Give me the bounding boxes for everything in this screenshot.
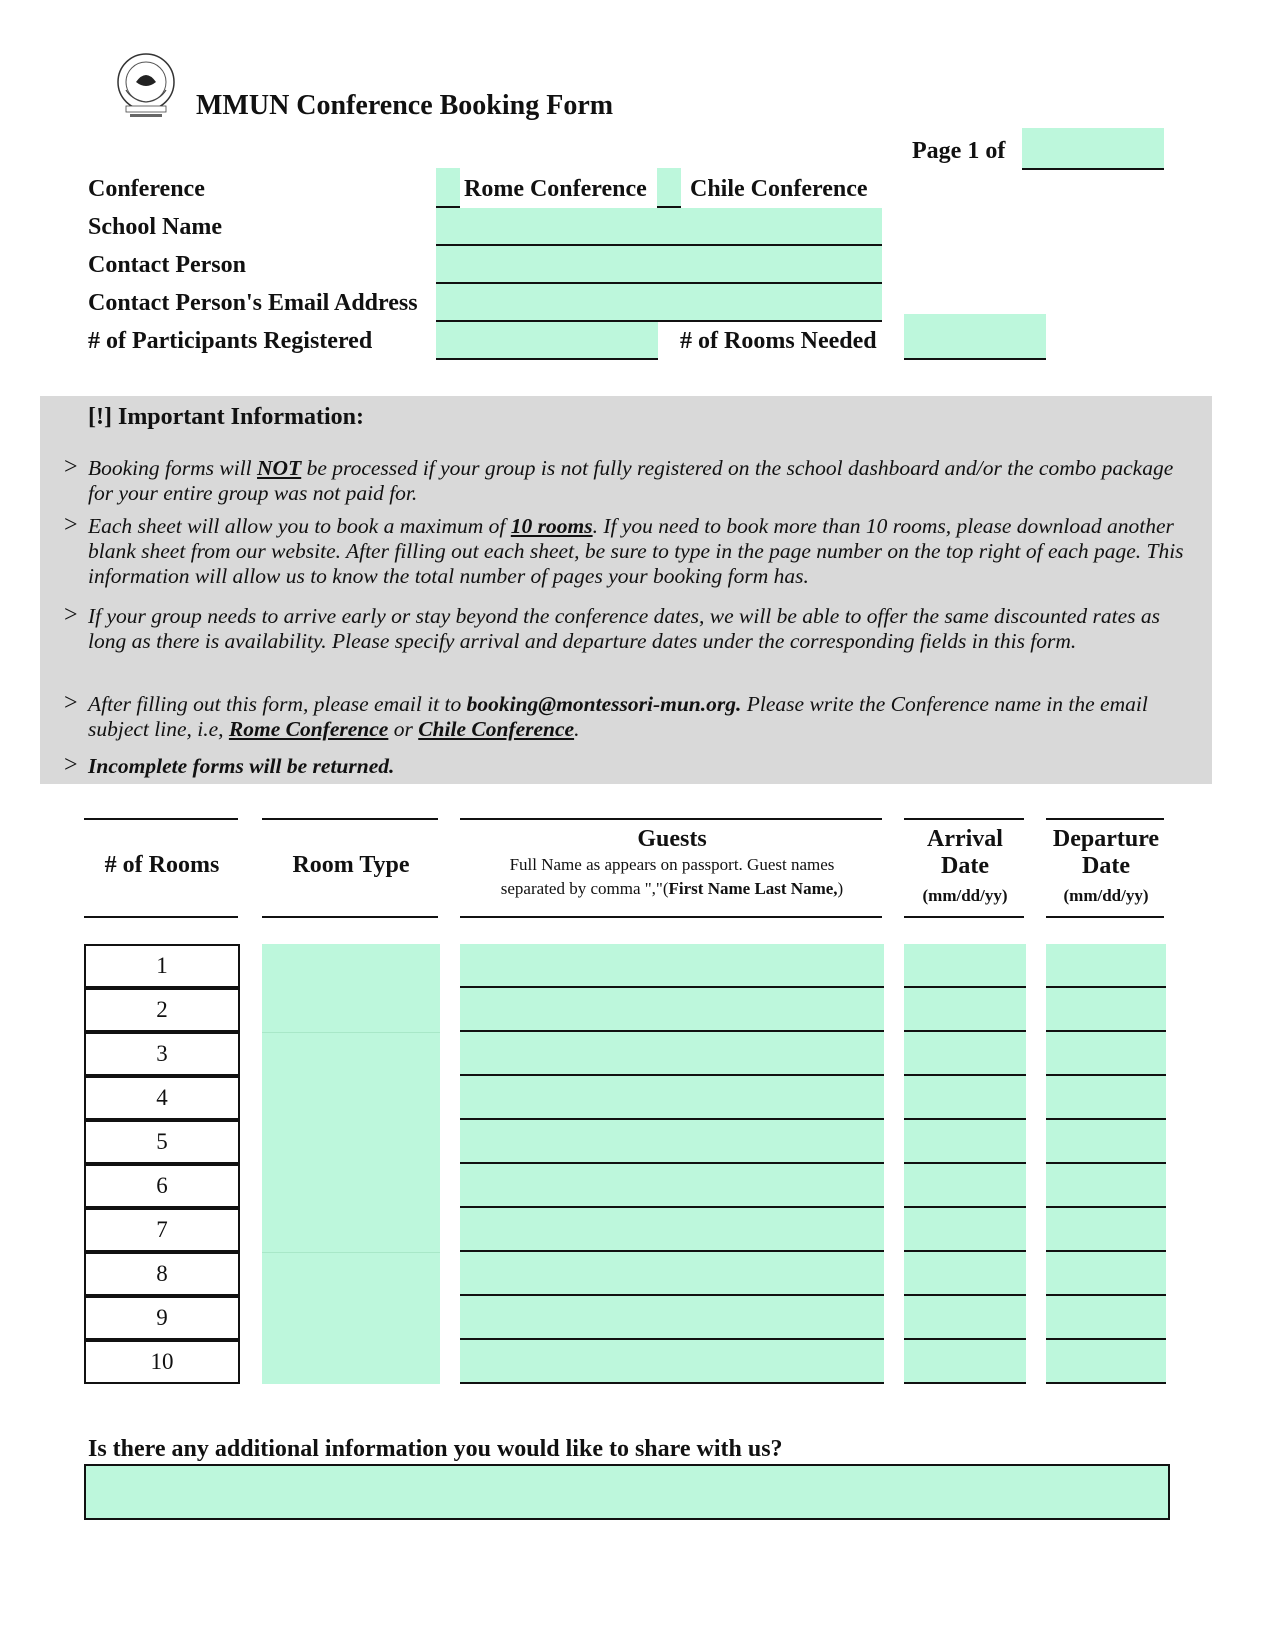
guests-title: Guests xyxy=(637,826,707,852)
header-rule xyxy=(84,916,238,918)
arrival-date-field[interactable] xyxy=(904,1032,1026,1076)
departure-date-field[interactable] xyxy=(1046,1208,1166,1252)
departure-date-field[interactable] xyxy=(1046,1252,1166,1296)
additional-info-question: Is there any additional information you would like to share with us? xyxy=(88,1436,783,1462)
participants-field[interactable] xyxy=(436,322,658,360)
mmun-logo xyxy=(112,52,180,120)
school-name-label: School Name xyxy=(88,214,222,240)
arrival-date-field[interactable] xyxy=(904,944,1026,988)
chile-option-label: Chile Conference xyxy=(690,176,868,202)
room-number-cell: 2 xyxy=(84,988,240,1032)
rome-option-label: Rome Conference xyxy=(464,176,647,202)
room-number-cell: 10 xyxy=(84,1340,240,1384)
info-bullet-1: Booking forms will NOT be processed if your group is not fully registered on the school dashboard and/or the combo package for your entire group was not paid for. xyxy=(88,456,1174,505)
departure-date-field[interactable] xyxy=(1046,944,1166,988)
contact-person-field[interactable] xyxy=(436,246,882,284)
departure-date-field[interactable] xyxy=(1046,1164,1166,1208)
school-name-field[interactable] xyxy=(436,208,882,246)
header-rule xyxy=(460,818,882,820)
participants-label: # of Participants Registered xyxy=(88,328,373,354)
col-header-rooms: # of Rooms xyxy=(104,852,220,878)
guests-field[interactable] xyxy=(460,1120,884,1164)
header-rule xyxy=(262,916,438,918)
header-rule xyxy=(1046,818,1164,820)
departure-date-field[interactable] xyxy=(1046,1076,1166,1120)
booking-email-link[interactable]: booking@montessori-mun.org. xyxy=(466,692,742,716)
room-number-cell: 6 xyxy=(84,1164,240,1208)
col-header-departure: Departure Date (mm/dd/yy) xyxy=(1046,826,1166,909)
arrival-date-field[interactable] xyxy=(904,1076,1026,1120)
header-rule xyxy=(904,818,1024,820)
bullet-marker: > xyxy=(64,752,78,778)
header-rule xyxy=(84,818,238,820)
departure-date-field[interactable] xyxy=(1046,1032,1166,1076)
guests-field[interactable] xyxy=(460,944,884,988)
guests-field[interactable] xyxy=(460,1164,884,1208)
guests-field[interactable] xyxy=(460,1296,884,1340)
col-header-guests xyxy=(460,826,884,901)
room-type-divider xyxy=(262,1032,440,1033)
arrival-date-format: (mm/dd/yy) xyxy=(922,886,1008,905)
bullet-marker: > xyxy=(64,690,78,716)
bullet-marker: > xyxy=(64,454,78,480)
guests-field[interactable] xyxy=(460,1340,884,1384)
arrival-date-field[interactable] xyxy=(904,1208,1026,1252)
info-bullet-4: After filling out this form, please email it to booking@montessori-mun.org. Please write the Conference name in the email subject line, i.e, Rome Conference or Chile Conference. xyxy=(88,692,1148,741)
header-rule xyxy=(460,916,882,918)
departure-date-field[interactable] xyxy=(1046,1120,1166,1164)
info-bullet-2: Each sheet will allow you to book a maximum of 10 rooms. If you need to book more than 10 rooms, please download another blank sheet from our website. After filling out each sheet, be sure to type in the page number on the top right of each page. This information will allow us to know the total number of pages your booking form has. xyxy=(88,514,1184,588)
header-rule xyxy=(262,818,438,820)
guests-field[interactable] xyxy=(460,1076,884,1120)
departure-date-field[interactable] xyxy=(1046,988,1166,1032)
arrival-date-field[interactable] xyxy=(904,1296,1026,1340)
form-title: MMUN Conference Booking Form xyxy=(196,90,614,121)
guests-field[interactable] xyxy=(460,1208,884,1252)
room-number-cell: 8 xyxy=(84,1252,240,1296)
guests-field[interactable] xyxy=(460,1252,884,1296)
header-rule xyxy=(904,916,1024,918)
bullet-marker: > xyxy=(64,602,78,628)
rome-checkbox[interactable] xyxy=(436,168,460,208)
page-label: Page 1 of xyxy=(912,138,1006,164)
room-number-cell: 4 xyxy=(84,1076,240,1120)
departure-date-field[interactable] xyxy=(1046,1340,1166,1384)
additional-info-field[interactable] xyxy=(84,1464,1170,1520)
contact-person-label: Contact Person xyxy=(88,252,246,278)
arrival-date-field[interactable] xyxy=(904,1164,1026,1208)
info-bullet-5: Incomplete forms will be returned. xyxy=(88,754,395,778)
bullet-marker: > xyxy=(64,512,78,538)
chile-checkbox[interactable] xyxy=(657,168,681,208)
departure-date-field[interactable] xyxy=(1046,1296,1166,1340)
guests-field[interactable] xyxy=(460,988,884,1032)
col-header-room-type: Room Type xyxy=(292,852,410,878)
col-header-arrival: Arrival Date (mm/dd/yy) xyxy=(904,826,1026,909)
arrival-date-field[interactable] xyxy=(904,1120,1026,1164)
room-number-cell: 1 xyxy=(84,944,240,988)
header-rule xyxy=(1046,916,1164,918)
guests-field[interactable] xyxy=(460,1032,884,1076)
arrival-date-field[interactable] xyxy=(904,1340,1026,1384)
room-number-cell: 9 xyxy=(84,1296,240,1340)
rooms-needed-label: # of Rooms Needed xyxy=(680,328,877,354)
room-type-divider xyxy=(262,1252,440,1253)
email-field[interactable] xyxy=(436,284,882,322)
important-info-box xyxy=(40,396,1212,784)
conference-label: Conference xyxy=(88,176,205,202)
email-label: Contact Person's Email Address xyxy=(88,290,418,316)
important-info-heading: [!] Important Information: xyxy=(88,404,364,430)
arrival-date-field[interactable] xyxy=(904,1252,1026,1296)
room-number-cell: 3 xyxy=(84,1032,240,1076)
info-bullet-3: If your group needs to arrive early or stay beyond the conference dates, we will be able to offer the same discounted rates as long as there is availability. Please specify arrival and departure dates under the corresponding fields in this form. xyxy=(88,604,1160,653)
page-total-field[interactable] xyxy=(1022,128,1164,170)
room-number-cell: 5 xyxy=(84,1120,240,1164)
room-number-cell: 7 xyxy=(84,1208,240,1252)
room-type-field[interactable] xyxy=(262,944,440,1384)
guests-subtitle: Full Name as appears on passport. Guest names separated by comma ","(First Name Last Name,) xyxy=(500,855,844,898)
departure-date-format: (mm/dd/yy) xyxy=(1063,886,1149,905)
rooms-needed-field[interactable] xyxy=(904,314,1046,360)
arrival-date-field[interactable] xyxy=(904,988,1026,1032)
